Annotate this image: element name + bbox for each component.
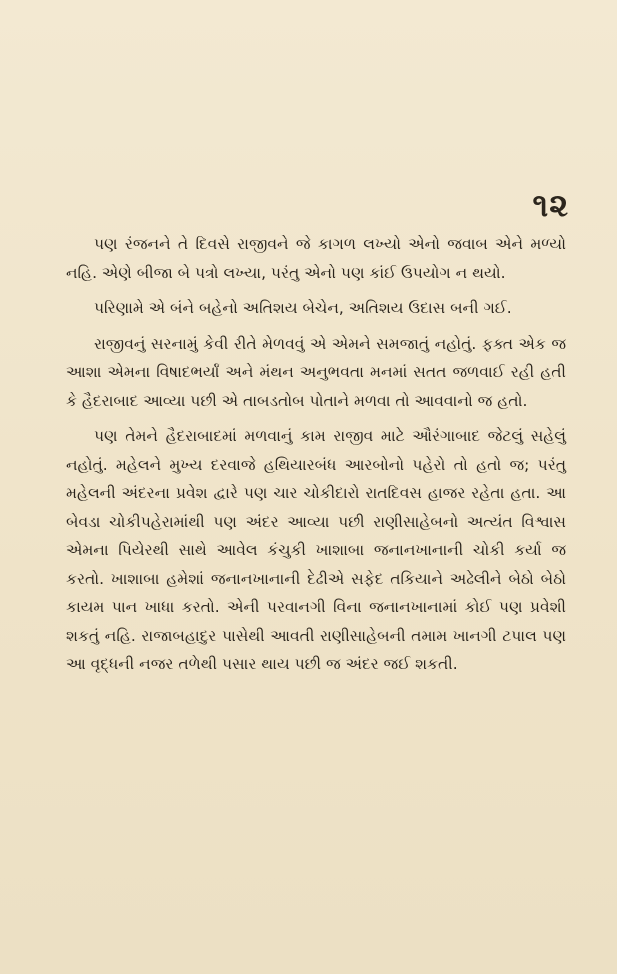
- paragraph-3: રાજીવનું સરનામું કેવી રીતે મેળવવું એ એમને સમજાતું નહોતું. ફક્ત એક જ આશા એમના વિષાદભર્યાં અને મંથન અનુભવતા મનમાં સતત જળવાઈ રહી હતી કે હૈદરાબાદ આવ્યા પછી એ તાબડતોબ પોતાને મળવા તો આવવાનો જ હતો.: [66, 334, 566, 410]
- paragraph-2: પરિણામે એ બંને બહેનો અતિશય બેચેન, અતિશય ઉદાસ બની ગઈ.: [94, 299, 512, 317]
- paragraph-1: પણ રંજનને તે દિવસે રાજીવને જે કાગળ લખ્યો એનો જવાબ એને મળ્યો નહિ. એણે બીજા બે પત્રો લખ્યા, પરંતુ એનો પણ કાંઈ ઉપયોગ ન થયો.: [66, 235, 566, 282]
- page-body: [66, 230, 566, 686]
- paragraph-4: પણ તેમને હૈદરાબાદમાં મળવાનું કામ રાજીવ માટે ઔરંગાબાદ જેટલું સહેલું નહોતું. મહેલને મુખ્ય દરવાજે હથિયારબંધ આરબોનો પહેરો તો હતો જ; પરંતુ મહેલની અંદરના પ્રવેશ દ્વારે પણ ચાર ચોકીદારો રાતદિવસ હાજર રહેતા હતા. આ બેવડા ચોકીપહેરામાંથી પણ અંદર આવ્યા પછી રાણીસાહેબનો અત્યંત વિશ્વાસ એમના પિયેરથી સાથે આવેલ કંચુકી ખાશાબા જનાનખાનાની ચોકી કર્યા જ કરતો. ખાશાબા હમેશાં જનાનખાનાની દેઢીએ સફેદ તકિયાને અઢેલીને બેઠો બેઠો કાયમ પાન ખાધા કરતો. એની પરવાનગી વિના જનાનખાનામાં કોઈ પણ પ્રવેશી શકતું નહિ. રાજાબહાદુર પાસેથી આવતી રાણીસાહેબની તમામ ખાનગી ટપાલ પણ આ વૃદ્ધની નજર તળેથી પસાર થાય પછી જ અંદર જઈ શકતી.: [66, 427, 566, 673]
- chapter-number: ૧૨: [532, 186, 569, 224]
